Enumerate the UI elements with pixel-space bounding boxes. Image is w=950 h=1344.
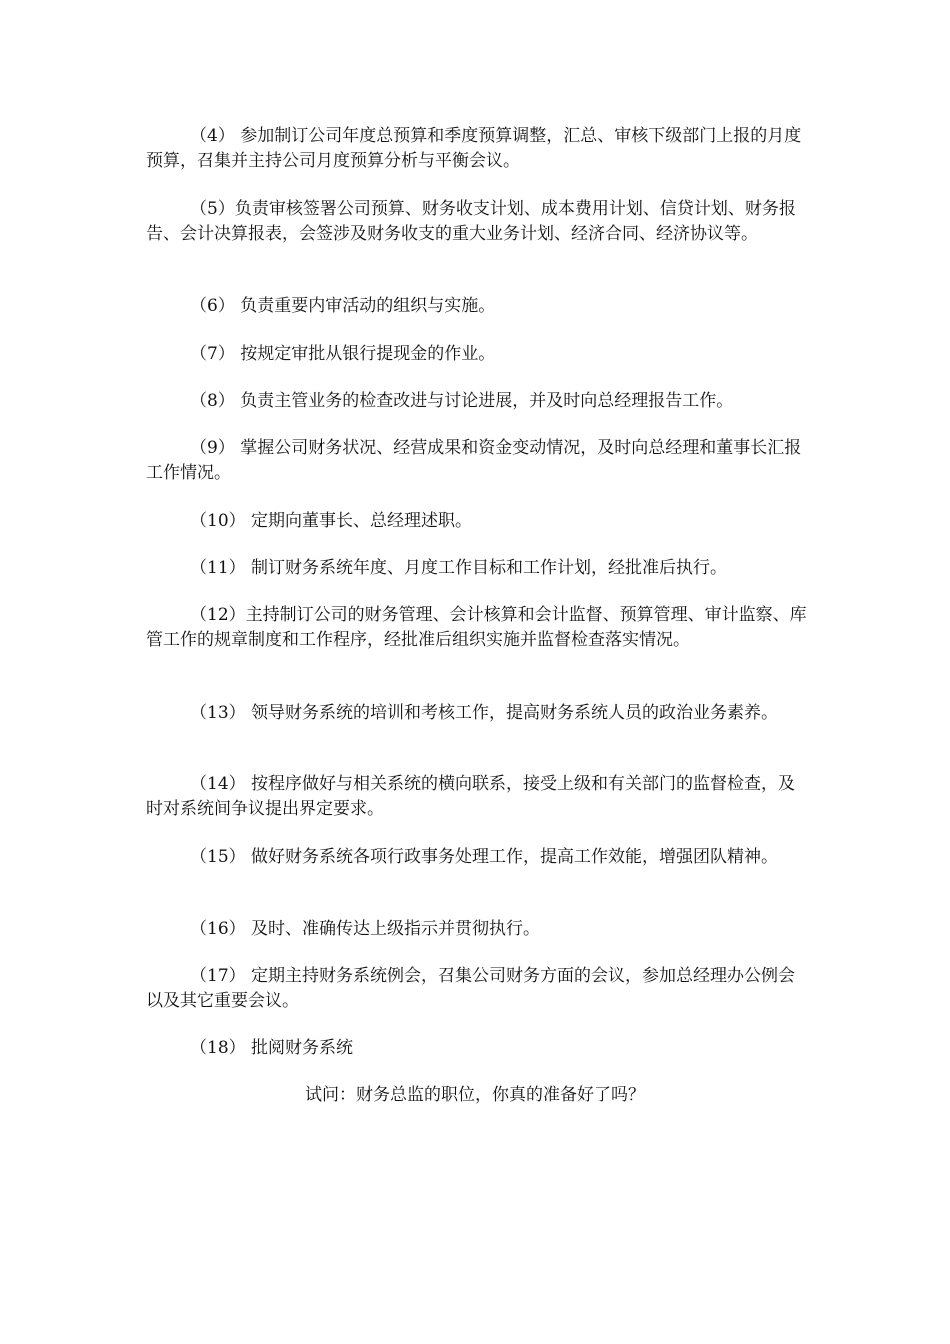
duty-item-6: （6） 负责重要内审活动的组织与实施。	[190, 296, 496, 316]
duty-item-7: （7） 按规定审批从银行提现金的作业。	[190, 344, 496, 364]
duty-item-18: （18） 批阅财务系统	[190, 1038, 354, 1058]
duty-item-10: （10） 定期向董事长、总经理述职。	[190, 511, 473, 531]
duty-item-8: （8） 负责主管业务的检查改进与讨论进展，并及时向总经理报告工作。	[190, 391, 734, 411]
duty-item-12: （12）主持制订公司的财务管理、会计核算和会计监督、预算管理、审计监察、库管工作的规章制度和工作程序，经批准后组织实施并监督检查落实情况。	[146, 605, 807, 650]
duty-item-15: （15） 做好财务系统各项行政事务处理工作，提高工作效能，增强团队精神。	[190, 847, 779, 867]
duty-item-5: （5）负责审核签署公司预算、财务收支计划、成本费用计划、信贷计划、财务报告、会计决算报表，会签涉及财务收支的重大业务计划、经济合同、经济协议等。	[146, 199, 796, 244]
duty-item-11: （11） 制订财务系统年度、月度工作目标和工作计划，经批准后执行。	[190, 558, 728, 578]
duty-item-4: （4） 参加制订公司年度总预算和季度预算调整，汇总、审核下级部门上报的月度预算，召集并主持公司月度预算分析与平衡会议。	[146, 126, 802, 171]
duty-item-13: （13） 领导财务系统的培训和考核工作，提高财务系统人员的政治业务素养。	[190, 703, 779, 723]
duty-item-17: （17） 定期主持财务系统例会，召集公司财务方面的会议，参加总经理办公例会以及其它重要会议。	[146, 966, 796, 1011]
duty-item-14: （14） 按程序做好与相关系统的横向联系，接受上级和有关部门的监督检查，及时对系统间争议提出界定要求。	[146, 774, 796, 819]
duty-item-9: （9） 掌握公司财务状况、经营成果和资金变动情况，及时向总经理和董事长汇报工作情况。	[146, 438, 802, 483]
closing-question: 试问：财务总监的职位，你真的准备好了吗？	[305, 1085, 645, 1105]
duty-item-16: （16） 及时、准确传达上级指示并贯彻执行。	[190, 919, 541, 939]
